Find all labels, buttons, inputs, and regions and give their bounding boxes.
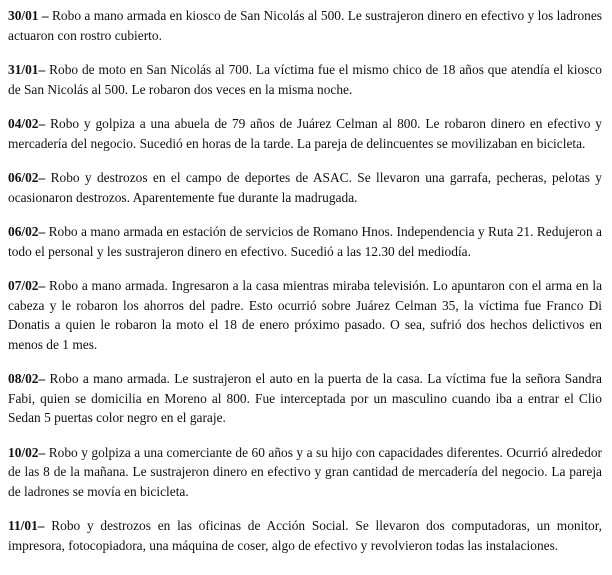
- incident-date: 04/02: [8, 116, 39, 131]
- incident-text: Robo y golpiza a una abuela de 79 años de Juárez Celman al 800. Le robaron dinero en efectivo y mercadería del negocio. Sucedió en horas de la tarde. La pareja de delincuentes se movilizaban en bicicleta.: [8, 116, 602, 151]
- date-separator: –: [38, 224, 49, 239]
- incident-date: 07/02: [8, 278, 39, 293]
- incident-entry: [8, 443, 602, 502]
- incident-date: 06/02: [8, 170, 39, 185]
- incident-entry: [8, 60, 602, 99]
- incident-text: Robo y golpiza a una comerciante de 60 años y a su hijo con capacidades diferentes. Ocurrió alrededor de las 8 de la mañana. Le sustrajeron dinero en efectivo y gran cantidad de mercadería del negocio. La pareja de ladrones se movía en bicicleta.: [8, 444, 602, 499]
- date-separator: –: [38, 371, 50, 386]
- incident-date: 10/02: [8, 444, 39, 460]
- date-separator: –: [38, 62, 50, 77]
- incident-date: 30/01: [8, 8, 39, 23]
- incident-entry: [8, 6, 602, 45]
- date-separator: –: [38, 8, 52, 23]
- incident-entry: [8, 222, 602, 261]
- date-separator: –: [38, 116, 51, 131]
- incident-date: 11/01: [8, 518, 38, 533]
- date-separator: –: [38, 444, 49, 460]
- date-separator: –: [38, 278, 50, 293]
- incident-date: 31/01: [8, 62, 39, 77]
- incident-text: Robo a mano armada en estación de servicios de Romano Hnos. Independencia y Ruta 21. Redujeron a todo el personal y les sustrajeron dinero en efectivo. Sucedió a las 12.30 del mediodía.: [8, 224, 602, 259]
- incident-text: Robo de moto en San Nicolás al 700. La víctima fue el mismo chico de 18 años que atendía el kiosco de San Nicolás al 500. Le robaron dos veces en la misma noche.: [8, 62, 602, 97]
- date-separator: –: [38, 170, 51, 185]
- incident-date: 08/02: [8, 371, 39, 386]
- incident-text: Robo a mano armada en kiosco de San Nicolás al 500. Le sustrajeron dinero en efectivo y los ladrones actuaron con rostro cubierto.: [8, 8, 602, 43]
- date-separator: –: [37, 518, 52, 533]
- incident-text: Robo y destrozos en las oficinas de Acción Social. Se llevaron dos computadoras, un monitor, impresora, fotocopiadora, una máquina de coser, algo de efectivo y revolvieron todas las instalaciones.: [8, 518, 602, 553]
- incident-date: 06/02: [8, 224, 39, 239]
- incident-text: Robo a mano armada. Ingresaron a la casa mientras miraba televisión. Lo apuntaron con el arma en la cabeza y le robaron los ahorros del padre. Esto ocurrió sobre Juárez Celman 35, la víctima fue Franco Di Donatis a quien le robaron la moto el 18 de enero próximo pasado. O sea, sufrió dos hechos delictivos en menos de 1 mes.: [8, 278, 603, 352]
- incident-entry: [8, 114, 602, 153]
- incident-entry: [8, 168, 602, 207]
- incident-entry: [8, 276, 602, 354]
- incident-text: Robo y destrozos en el campo de deportes de ASAC. Se llevaron una garrafa, pecheras, pelotas y ocasionaron destrozos. Aparentemente fue durante la madrugada.: [8, 170, 603, 205]
- incident-entry: [8, 516, 602, 555]
- incident-entry: [8, 369, 602, 428]
- incident-text: Robo a mano armada. Le sustrajeron el auto en la puerta de la casa. La víctima fue la señora Sandra Fabi, quien se domicilia en Moreno al 800. Fue interceptada por un masculino cuando iba a entrar el Clio Sedan 5 puertas color negro en el garaje.: [8, 371, 602, 425]
